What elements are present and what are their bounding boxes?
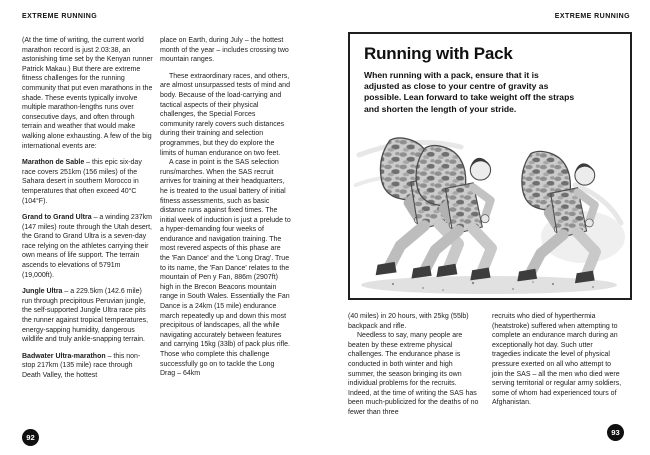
body-paragraph: (40 miles) in 20 hours, with 25kg (55lb) backpack and rifle.: [348, 313, 469, 330]
body-paragraph: Needless to say, many people are beaten by these extreme physical challenges. The endurance phase is conducted in both winter and high summer, the season bringing its own individual problems for the recruits. Indeed, at the time of writing the SAS has been much-publicized for the deaths of no fewer than three: [348, 332, 479, 416]
event-name: Jungle Ultra: [22, 288, 63, 296]
event-text: – this epic six-day race covers 251km (156 miles) of the Sahara desert in southern Morocco in temperatures that often exceed 40°C (104°F).: [22, 159, 142, 205]
running-header-right: EXTREME RUNNING: [554, 13, 630, 20]
event-text: – this non-stop 217km (135 mile) race through Death Valley, the hottest: [22, 352, 141, 379]
event-text: – a 229.5km (142.6 mile) run through precipitous Peruvian jungle, the self-supported Jungle Ultra race pits the runner against tropical temperatures, energy-sapping humidity, dangerous wildlife and truly ankle-snapping terrain.: [22, 288, 149, 344]
feature-box-title: Running with Pack: [364, 44, 513, 63]
right-page-column-1: [348, 312, 479, 418]
event-jungle-ultra: [22, 287, 153, 345]
event-grand-to-grand: [22, 213, 153, 280]
left-page-column-1: [22, 36, 153, 381]
event-marathon-de-sable: [22, 158, 153, 206]
body-paragraph: recruits who died of hyperthermia (heatstroke) suffered when attempting to complete an endurance march during an exceptionally hot day. Such utter tragedies indicate the level of physical pressure exerted on all who attempt to join the SAS – all the men who died were serving territorial or regular army soldiers, some of whom had experienced tours of Afghanistan.: [492, 313, 622, 407]
body-paragraph: place on Earth, during July – the hottest month of the year – includes crossing two mountain ranges.: [160, 37, 289, 64]
page-number-92: 92: [22, 429, 39, 446]
event-name: Badwater Ultra-marathon: [22, 352, 106, 360]
right-page-column-2: [492, 312, 623, 408]
page-number-93: 93: [607, 424, 624, 441]
body-paragraph: These extraordinary races, and others, are almost unsurpassed tests of mind and body. Because of the load-carrying and tactical aspects of their physical challenges, the Special Forces community rarely covers such distances during their training and selection programmes, but they do explore the limits of human endurance on two feet.: [160, 72, 290, 157]
event-text: – a winding 237km (147 miles) route through the Utah desert, the Grand to Grand Ultra is a seven-day race relying on the athletes carrying their own means of life support. The terrain ascends to elevations of 5791m (19,000ft).: [22, 214, 152, 279]
feature-box-intro: When running with a pack, ensure that it is adjusted as close to your centre of gravity as possible. Lean forward to take weight off the straps and shorten the length of your stride.: [364, 70, 575, 114]
feature-box-running-with-pack: [348, 32, 632, 300]
soldiers-running-illustration: [353, 127, 629, 295]
event-name: Grand to Grand Ultra: [22, 214, 92, 222]
soldier-figure-right: [517, 151, 595, 283]
event-name: Marathon de Sable: [22, 159, 85, 167]
event-badwater: [22, 352, 153, 381]
intro-paragraph: (At the time of writing, the current world marathon record is just 2.03:38, an astonishing time set by the Kenyan runner Patrick Makau.) But there are extreme fitness challenges for the running community that put even marathons in the shade. These events typically involve multiple marathon-lengths runs over consecutive days, and often through terrain and weather that would make walking alone exhausting. A few of the big international events are:: [22, 37, 153, 150]
body-paragraph: A case in point is the SAS selection runs/marches. When the SAS recruit arrives for training at their headquarters, he is treated to the usual battery of initial fitness assessments, such as basic distance runs against fixed times. The initial week of induction is just a prelude to a hyper-demanding four weeks of endurance and navigation training. The most revered aspects of this phase are the 'Fan Dance' and the 'Long Drag'. True to its name, the 'Fan Dance' relates to the mountain of Pen y Fan, 886m (2907ft) high in the Brecon Beacons mountain range in South Wales. Essentially the Fan Dance is a 24km (15 mile) endurance march repeatedly up and down this most precipitous of landscapes, all the while navigating accurately between features and carrying 15kg (33lb) of pack plus rifle. Those who complete this challenge successfully go on to tackle the Long Drag – 64km: [160, 159, 291, 378]
left-page-column-2: [160, 36, 291, 379]
running-header-left: EXTREME RUNNING: [22, 13, 98, 20]
